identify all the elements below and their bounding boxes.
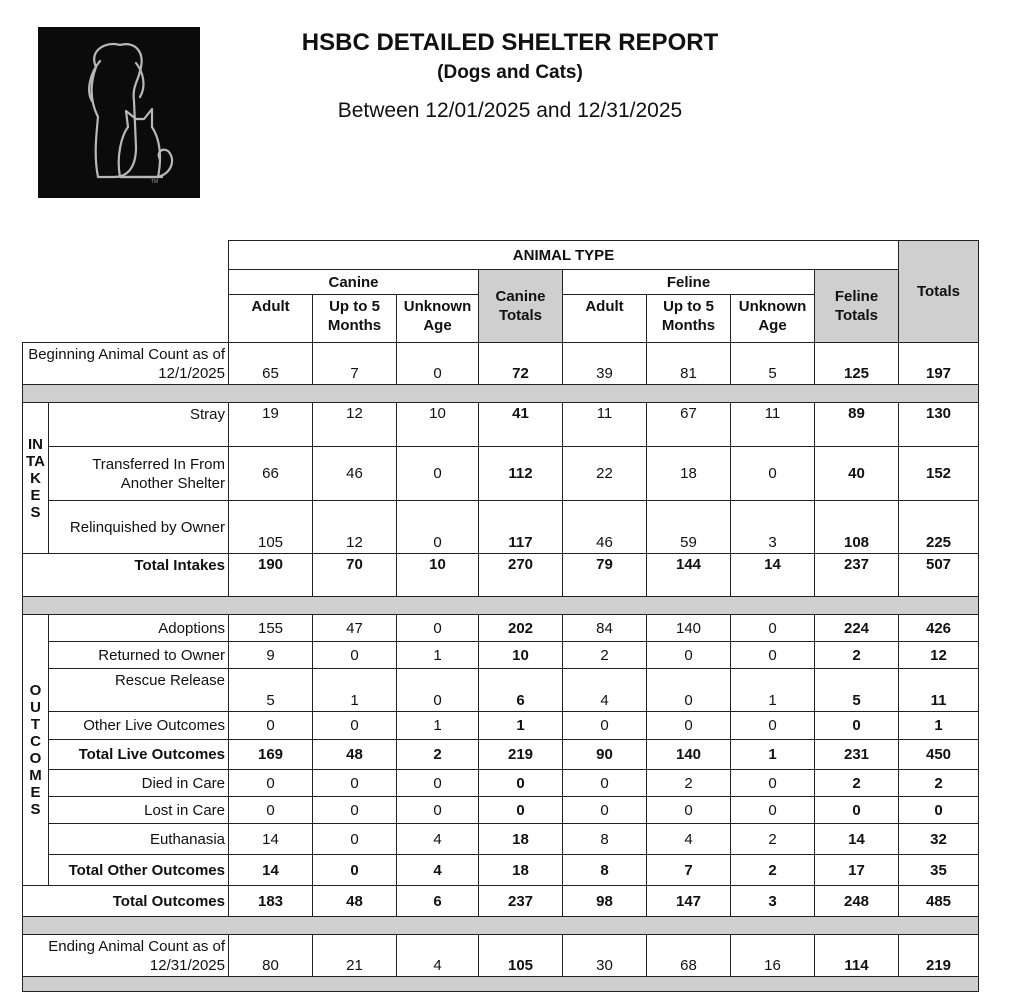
cell: 0 (313, 770, 397, 797)
feline-header: Feline (563, 270, 815, 295)
row-stray (23, 403, 979, 447)
cell: 202 (479, 615, 563, 642)
cell: 14 (731, 554, 815, 597)
cell: 231 (815, 740, 899, 770)
cell: 1 (397, 642, 479, 669)
cell: 3 (731, 501, 815, 554)
cell: 0 (647, 642, 731, 669)
cell: 0 (397, 343, 479, 385)
row-died-in-care (23, 770, 979, 797)
cell: 5 (731, 343, 815, 385)
cell: 0 (313, 855, 397, 886)
cell: 14 (229, 824, 313, 855)
cell: 2 (731, 855, 815, 886)
row-other-live-outcomes (23, 712, 979, 740)
cell: 40 (815, 447, 899, 501)
cell: 0 (397, 669, 479, 712)
cell: 2 (815, 642, 899, 669)
shelter-logo (38, 27, 200, 198)
outcomes-vertical-label: OUTCOMES (23, 615, 49, 886)
cell: 41 (479, 403, 563, 447)
cell: 0 (479, 770, 563, 797)
cell: 140 (647, 740, 731, 770)
cell: 112 (479, 447, 563, 501)
cell: 79 (563, 554, 647, 597)
cell: 0 (731, 615, 815, 642)
cell: 237 (815, 554, 899, 597)
cell: 1 (397, 712, 479, 740)
cell: 2 (563, 642, 647, 669)
cell: 0 (313, 824, 397, 855)
cell: 147 (647, 886, 731, 917)
cell: 1 (731, 740, 815, 770)
row-euthanasia (23, 824, 979, 855)
cell: 0 (815, 712, 899, 740)
separator-row (23, 385, 979, 403)
cell: 98 (563, 886, 647, 917)
row-label: Returned to Owner (49, 642, 229, 669)
row-rescue-release (23, 669, 979, 712)
cell: 7 (647, 855, 731, 886)
row-label: Adoptions (49, 615, 229, 642)
cell: 32 (899, 824, 979, 855)
cell: 2 (815, 770, 899, 797)
cell: 19 (229, 403, 313, 447)
cell: 0 (731, 770, 815, 797)
row-lost-in-care (23, 797, 979, 824)
cell: 114 (815, 935, 899, 977)
cell: 0 (563, 770, 647, 797)
separator-row (23, 917, 979, 935)
cell: 0 (313, 797, 397, 824)
cell: 1 (479, 712, 563, 740)
cell: 14 (229, 855, 313, 886)
row-total-outcomes (23, 886, 979, 917)
row-ending-count (23, 935, 979, 977)
cell: 2 (647, 770, 731, 797)
row-label: Relinquished by Owner (49, 501, 229, 554)
separator-row (23, 597, 979, 615)
cell: 0 (397, 447, 479, 501)
shelter-report-table (22, 240, 979, 992)
cell: 0 (229, 770, 313, 797)
cell: 0 (479, 797, 563, 824)
row-label: Died in Care (49, 770, 229, 797)
cell: 6 (479, 669, 563, 712)
cell: 6 (397, 886, 479, 917)
cell: 0 (731, 797, 815, 824)
cell: 0 (899, 797, 979, 824)
col-canine-up-to-5-months: Up to 5 Months (313, 295, 397, 343)
cell: 48 (313, 740, 397, 770)
cell: 0 (731, 642, 815, 669)
cell: 0 (647, 797, 731, 824)
cell: 11 (563, 403, 647, 447)
cell: 14 (815, 824, 899, 855)
cell: 0 (647, 712, 731, 740)
cell: 17 (815, 855, 899, 886)
cell: 1 (313, 669, 397, 712)
cell: 46 (563, 501, 647, 554)
cell: 105 (229, 501, 313, 554)
cell: 1 (899, 712, 979, 740)
cell: 5 (815, 669, 899, 712)
col-canine-unknown-age: Unknown Age (397, 295, 479, 343)
cell: 105 (479, 935, 563, 977)
cell: 72 (479, 343, 563, 385)
cell: 108 (815, 501, 899, 554)
intakes-vertical-label: INTAKES (23, 403, 49, 554)
cell: 48 (313, 886, 397, 917)
cell: 8 (563, 855, 647, 886)
row-label: Total Outcomes (23, 886, 229, 917)
svg-text:TM: TM (151, 179, 159, 185)
cell: 0 (229, 712, 313, 740)
cell: 0 (397, 615, 479, 642)
cell: 3 (731, 886, 815, 917)
cell: 7 (313, 343, 397, 385)
cell: 169 (229, 740, 313, 770)
cell: 39 (563, 343, 647, 385)
cell: 11 (731, 403, 815, 447)
totals-header: Totals (899, 241, 979, 343)
cell: 18 (647, 447, 731, 501)
cell: 0 (397, 797, 479, 824)
cell: 450 (899, 740, 979, 770)
cell: 237 (479, 886, 563, 917)
cell: 90 (563, 740, 647, 770)
cell: 2 (731, 824, 815, 855)
cell: 248 (815, 886, 899, 917)
cell: 130 (899, 403, 979, 447)
cell: 507 (899, 554, 979, 597)
cell: 0 (731, 712, 815, 740)
cell: 140 (647, 615, 731, 642)
cell: 117 (479, 501, 563, 554)
separator-row (23, 977, 979, 992)
cell: 30 (563, 935, 647, 977)
cell: 10 (397, 403, 479, 447)
cell: 426 (899, 615, 979, 642)
cell: 485 (899, 886, 979, 917)
row-label: Other Live Outcomes (49, 712, 229, 740)
cell: 144 (647, 554, 731, 597)
cell: 47 (313, 615, 397, 642)
row-total-live-outcomes (23, 740, 979, 770)
row-label: Lost in Care (49, 797, 229, 824)
cell: 0 (563, 712, 647, 740)
cell: 1 (731, 669, 815, 712)
cell: 66 (229, 447, 313, 501)
cell: 183 (229, 886, 313, 917)
row-label: Ending Animal Count as of 12/31/2025 (23, 935, 229, 977)
row-label: Total Other Outcomes (49, 855, 229, 886)
header-row-species (23, 270, 979, 295)
col-feline-up-to-5-months: Up to 5 Months (647, 295, 731, 343)
row-label: Euthanasia (49, 824, 229, 855)
row-relinquished (23, 501, 979, 554)
report-date-range: Between 12/01/2025 and 12/31/2025 (337, 99, 683, 122)
cell: 0 (313, 642, 397, 669)
cell: 70 (313, 554, 397, 597)
cell: 12 (313, 403, 397, 447)
cell: 5 (229, 669, 313, 712)
cell: 22 (563, 447, 647, 501)
row-total-intakes (23, 554, 979, 597)
col-canine-adult: Adult (229, 295, 313, 343)
cell: 18 (479, 824, 563, 855)
cell: 197 (899, 343, 979, 385)
cell: 0 (397, 770, 479, 797)
feline-totals-header: Feline Totals (815, 270, 899, 343)
row-label: Rescue Release (49, 669, 229, 712)
dog-and-cat-outline-icon (38, 27, 200, 198)
cell: 9 (229, 642, 313, 669)
canine-totals-header: Canine Totals (479, 270, 563, 343)
cell: 4 (397, 855, 479, 886)
cell: 10 (479, 642, 563, 669)
cell: 4 (647, 824, 731, 855)
report-title: HSBC DETAILED SHELTER REPORT (301, 29, 719, 56)
header-row-animal-type (23, 241, 979, 270)
cell: 4 (563, 669, 647, 712)
cell: 2 (899, 770, 979, 797)
cell: 67 (647, 403, 731, 447)
cell: 89 (815, 403, 899, 447)
row-label: Total Intakes (23, 554, 229, 597)
cell: 0 (815, 797, 899, 824)
cell: 225 (899, 501, 979, 554)
cell: 4 (397, 824, 479, 855)
cell: 2 (397, 740, 479, 770)
cell: 68 (647, 935, 731, 977)
row-label: Transferred In From Another Shelter (49, 447, 229, 501)
row-adoptions (23, 615, 979, 642)
cell: 12 (313, 501, 397, 554)
cell: 16 (731, 935, 815, 977)
col-feline-unknown-age: Unknown Age (731, 295, 815, 343)
cell: 12 (899, 642, 979, 669)
cell: 11 (899, 669, 979, 712)
cell: 18 (479, 855, 563, 886)
cell: 0 (563, 797, 647, 824)
cell: 0 (313, 712, 397, 740)
cell: 219 (479, 740, 563, 770)
cell: 155 (229, 615, 313, 642)
cell: 80 (229, 935, 313, 977)
row-transferred (23, 447, 979, 501)
cell: 152 (899, 447, 979, 501)
cell: 35 (899, 855, 979, 886)
report-subtitle: (Dogs and Cats) (437, 62, 583, 83)
cell: 21 (313, 935, 397, 977)
row-label: Beginning Animal Count as of 12/1/2025 (23, 343, 229, 385)
cell: 270 (479, 554, 563, 597)
cell: 59 (647, 501, 731, 554)
cell: 125 (815, 343, 899, 385)
cell: 0 (647, 669, 731, 712)
row-total-other-outcomes (23, 855, 979, 886)
cell: 224 (815, 615, 899, 642)
cell: 0 (731, 447, 815, 501)
row-returned-to-owner (23, 642, 979, 669)
row-beginning-count (23, 343, 979, 385)
cell: 8 (563, 824, 647, 855)
col-feline-adult: Adult (563, 295, 647, 343)
cell: 10 (397, 554, 479, 597)
cell: 190 (229, 554, 313, 597)
cell: 65 (229, 343, 313, 385)
cell: 84 (563, 615, 647, 642)
canine-header: Canine (229, 270, 479, 295)
cell: 4 (397, 935, 479, 977)
row-label: Stray (49, 403, 229, 447)
row-label: Total Live Outcomes (49, 740, 229, 770)
cell: 46 (313, 447, 397, 501)
cell: 0 (397, 501, 479, 554)
cell: 81 (647, 343, 731, 385)
animal-type-header: ANIMAL TYPE (229, 241, 899, 270)
cell: 0 (229, 797, 313, 824)
cell: 219 (899, 935, 979, 977)
